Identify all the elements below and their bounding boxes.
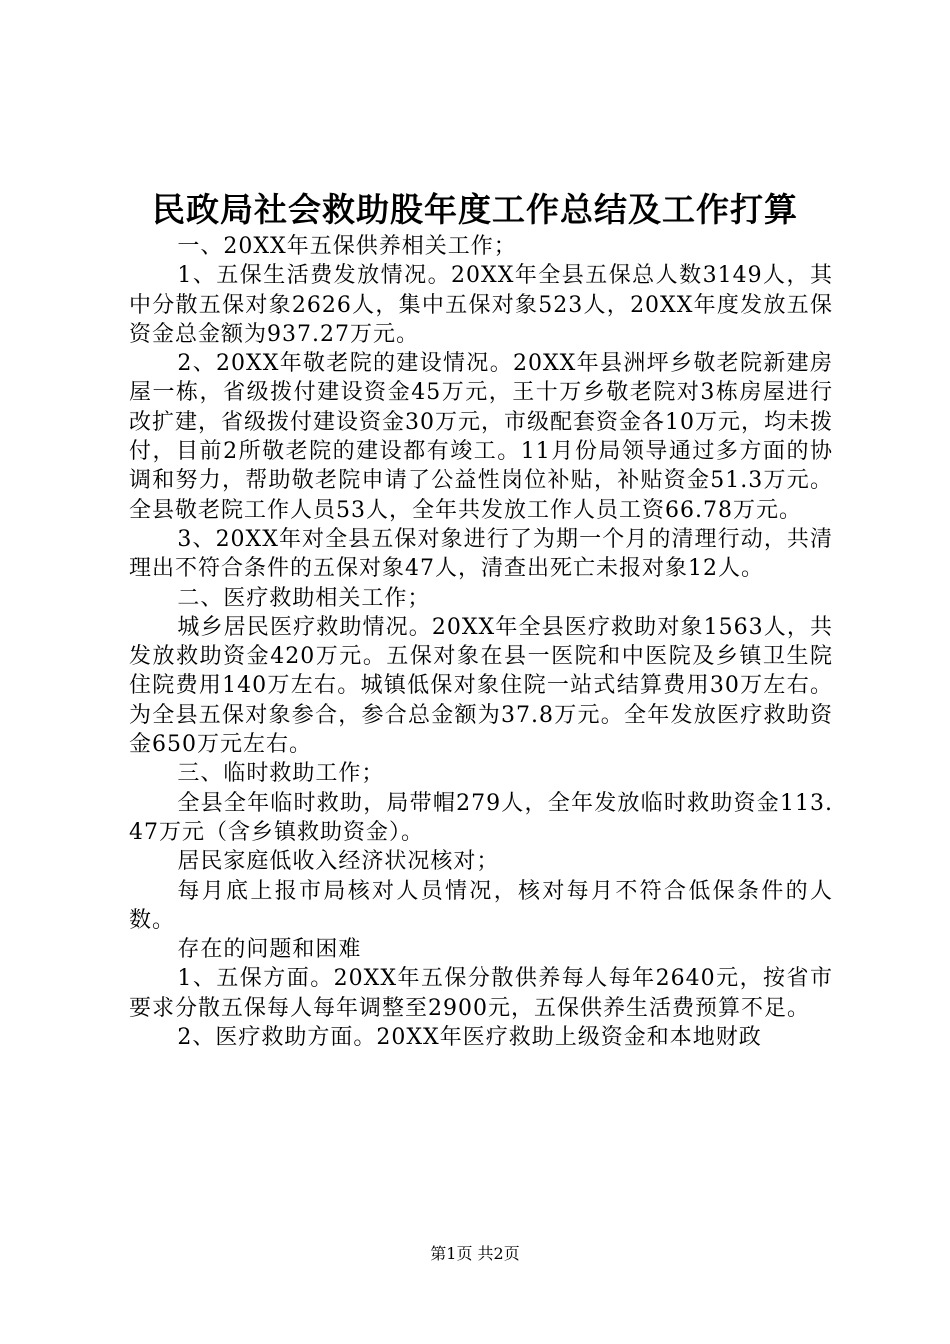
paragraph-problem-medical-aid: 2、医疗救助方面。20XX年医疗救助上级资金和本地财政 (177, 1025, 762, 1051)
paragraph-medical-aid: 城乡居民医疗救助情况。20XX年全县医疗救助对象1563人，共发放救助资金420万元。五保对象在县一医院和中医院及乡镇卫生院住院费用140万左右。城镇低保对象住院一站式结算费用30万左右。为全县五保对象参合，参合总金额为37.8万元。全年发放医疗救助资金650万元左右。 (129, 614, 833, 758)
paragraph-income-check: 每月底上报市局核对人员情况，核对每月不符合低保条件的人数。 (129, 878, 833, 933)
section-heading-medical-aid: 二、医疗救助相关工作； (177, 585, 431, 611)
paragraph-nursing-home: 2、20XX年敬老院的建设情况。20XX年县洲坪乡敬老院新建房屋一栋，省级拨付建设资金45万元，王十万乡敬老院对3栋房屋进行改扩建，省级拨付建设资金30万元，市级配套资金各10万元，均未拨付，目前2所敬老院的建设都有竣工。11月份局领导通过多方面的协调和努力，帮助敬老院申请了公益性岗位补贴，补贴资金51.3万元。全县敬老院工作人员53人，全年共发放工作人员工资66.78万元。 (129, 351, 833, 523)
paragraph-temporary-aid: 全县全年临时救助，局带帽279人，全年发放临时救助资金113.47万元（含乡镇救助资金）。 (129, 790, 833, 845)
page-footer: 第1页 共2页 (430, 1244, 520, 1263)
document-title: 民政局社会救助股年度工作总结及工作打算 (152, 190, 798, 229)
section-heading-income-check: 居民家庭低收入经济状况核对； (177, 849, 500, 875)
section-heading-problems: 存在的问题和困难 (177, 937, 362, 963)
paragraph-living-allowance: 1、五保生活费发放情况。20XX年全县五保总人数3149人，其中分散五保对象2626人，集中五保对象523人，20XX年度发放五保资金总金额为937.27万元。 (129, 263, 833, 347)
document-body (129, 232, 833, 1052)
section-heading-five-guarantees: 一、20XX年五保供养相关工作； (177, 234, 517, 259)
section-heading-temporary-aid: 三、临时救助工作； (177, 761, 385, 787)
paragraph-cleanup: 3、20XX年对全县五保对象进行了为期一个月的清理行动，共清理出不符合条件的五保对象47人，清查出死亡未报对象12人。 (129, 526, 833, 582)
paragraph-problem-five-guarantees: 1、五保方面。20XX年五保分散供养每人每年2640元，按省市要求分散五保每人每年调整至2900元，五保供养生活费预算不足。 (129, 966, 833, 1021)
